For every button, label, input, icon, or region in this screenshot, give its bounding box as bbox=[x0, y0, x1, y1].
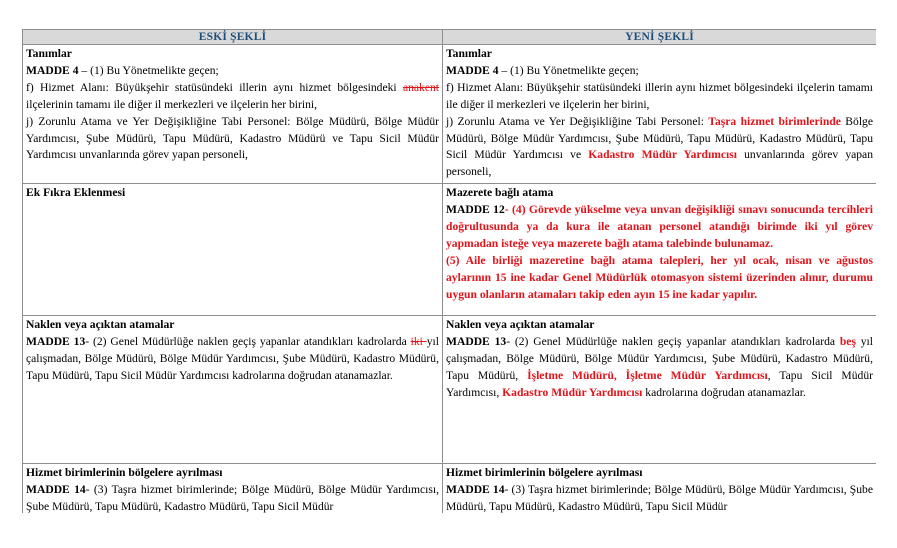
old-form-header: ESKİ ŞEKLİ bbox=[23, 30, 443, 45]
new-cell-madde-13 bbox=[443, 316, 877, 464]
section-title: Hizmet birimlerinin bölgelere ayrılması bbox=[26, 466, 223, 480]
madde-label: MADDE 4 bbox=[26, 63, 79, 77]
madde-label: MADDE 13 bbox=[446, 335, 507, 349]
comparison-table bbox=[22, 29, 876, 513]
madde-text: – (1) Bu Yönetmelikte geçen; bbox=[78, 63, 219, 77]
paragraph-text: - (3) Taşra hizmet birimlerinde; Bölge Müdürü, Bölge Müdür Yardımcısı, Şube Müdürü, Tapu Müdürü, Kadastro Müdürü, Tapu Sicil Müdür bbox=[26, 483, 439, 513]
clause-j-end: unvanlarında görev yapan personeli, bbox=[446, 148, 873, 179]
section-title: Naklen veya açıktan atamalar bbox=[446, 318, 595, 332]
section-title: Hizmet birimlerinin bölgelere ayrılması bbox=[446, 466, 643, 480]
header-row bbox=[23, 30, 877, 45]
section-title: Tanımlar bbox=[446, 47, 492, 60]
madde-text: – (1) Bu Yönetmelikte geçen; bbox=[498, 63, 639, 77]
madde-paragraph bbox=[26, 482, 439, 513]
madde-label: MADDE 14 bbox=[26, 483, 86, 497]
table-row bbox=[23, 464, 877, 513]
added-text: beş bbox=[839, 335, 856, 349]
paragraph-start: - (2) Genel Müdürlüğe naklen geçiş yapanlar atandıkları kadrolarda bbox=[506, 335, 840, 349]
paragraph-text: - (3) Taşra hizmet birimlerinde; Bölge Müdürü, Bölge Müdür Yardımcısı, Şube Müdürü, Tapu Müdürü, Kadastro Müdürü, Tapu Sicil Müdür bbox=[446, 483, 873, 513]
comparison-table-wrapper bbox=[22, 29, 876, 513]
madde-paragraph bbox=[446, 334, 873, 402]
old-cell-madde-14 bbox=[23, 464, 443, 513]
section-title: Mazerete bağlı atama bbox=[446, 186, 554, 200]
section-title: Ek Fıkra Eklenmesi bbox=[26, 186, 126, 200]
madde-line bbox=[446, 63, 873, 80]
new-form-header: YENİ ŞEKLİ bbox=[443, 30, 877, 45]
added-text: Kadastro Müdür Yardımcısı bbox=[588, 148, 737, 162]
madde-label: MADDE 4 bbox=[446, 63, 499, 77]
paragraph-4 bbox=[446, 202, 873, 253]
table-row bbox=[23, 316, 877, 464]
added-text: (4) Görevde yükselme veya unvan değişikliği sınavı sonucunda tercihleri doğrultusunda ya da kura ile atanan personel atandığı birimde iki yıl görev yapmadan isteğe veya mazerete bağlı atama talebinde bulunamaz. bbox=[446, 203, 873, 250]
madde-label: MADDE 12 bbox=[446, 203, 505, 217]
added-text: İşletme Müdürü, İşletme Müdür Yardımcısı bbox=[527, 368, 768, 382]
clause-f: f) Hizmet Alanı: Büyükşehir statüsündeki illerin aynı hizmet bölgesindeki ilçelerin tamamı ile diğer il merkezleri ve ilçelerin her birini, bbox=[446, 80, 873, 111]
clause-j bbox=[446, 114, 873, 182]
paragraph-mid: yıl çalışmadan, Bölge Müdürü, Bölge Müdür Yardımcısı, Şube Müdürü, Kadastro Müdürü, Tapu Müdürü, bbox=[446, 335, 873, 382]
struck-text: anakent bbox=[402, 80, 439, 94]
paragraph-end: yıl çalışmadan, Bölge Müdürü, Bölge Müdür Yardımcısı, Şube Müdürü, Kadastro Müdürü, Tapu Müdürü, Tapu Sicil Müdür Yardımcısı kadrolarına doğrudan atanamazlar. bbox=[26, 335, 439, 382]
added-text: Taşra hizmet birimlerinde bbox=[708, 114, 841, 128]
clause-f-text: f) Hizmet Alanı: Büyükşehir statüsündeki illerin aynı hizmet bölgesindeki bbox=[26, 80, 403, 94]
struck-text: iki bbox=[410, 335, 427, 349]
clause-j-start: j) Zorunlu Atama ve Yer Değişikliğine Tabi Personel: bbox=[446, 114, 709, 128]
clause-f bbox=[26, 80, 439, 114]
madde-label: MADDE 14 bbox=[446, 483, 505, 497]
added-text: Kadastro Müdür Yardımcısı bbox=[502, 385, 643, 399]
section-title: Tanımlar bbox=[26, 47, 72, 60]
paragraph-start: - (2) Genel Müdürlüğe naklen geçiş yapanlar atandıkları kadrolarda bbox=[85, 335, 411, 349]
clause-j: j) Zorunlu Atama ve Yer Değişikliğine Tabi Personel: Bölge Müdürü, Bölge Müdür Yardımcısı, Şube Müdürü, Tapu Müdürü, Kadastro Müdürü ve Tapu Sicil Müdür Yardımcısı unvanlarında görev yapan personeli, bbox=[26, 114, 439, 162]
table-row bbox=[23, 184, 877, 316]
clause-f-rest: ilçelerinin tamamı ile diğer il merkezleri ve ilçelerin her birini, bbox=[26, 97, 318, 111]
table-row bbox=[23, 45, 877, 184]
madde-paragraph bbox=[446, 482, 873, 513]
madde-label: MADDE 13 bbox=[26, 335, 86, 349]
madde-line bbox=[26, 63, 439, 80]
old-cell-madde-4 bbox=[23, 45, 443, 184]
paragraph-5: (5) Aile birliği mazeretine bağlı atama talepleri, her yıl ocak, nisan ve ağustos aylarının 15 ine kadar Genel Müdürlük otomasyon sistemi üzerinden alınır, durumu uygun olanların atamaları takip eden ayın 15 ine kadar yapılır. bbox=[446, 253, 873, 301]
madde-paragraph bbox=[26, 334, 439, 385]
new-cell-madde-4 bbox=[443, 45, 877, 184]
madde-dash: - bbox=[504, 203, 513, 217]
old-cell-madde-13 bbox=[23, 316, 443, 464]
new-cell-madde-14 bbox=[443, 464, 877, 513]
clause-j-mid: Bölge Müdürü, Bölge Müdür Yardımcısı, Şube Müdürü, Tapu Müdürü, Kadastro Müdürü, Tapu Sicil Müdür Yardımcısı ve bbox=[446, 114, 873, 162]
section-title: Naklen veya açıktan atamalar bbox=[26, 318, 175, 332]
old-cell-ek-fikra bbox=[23, 184, 443, 316]
new-cell-madde-12 bbox=[443, 184, 877, 316]
paragraph-end: kadrolarına doğrudan atanamazlar. bbox=[642, 385, 806, 399]
paragraph-mid2: , Tapu Sicil Müdür Yardımcısı, bbox=[446, 368, 873, 399]
